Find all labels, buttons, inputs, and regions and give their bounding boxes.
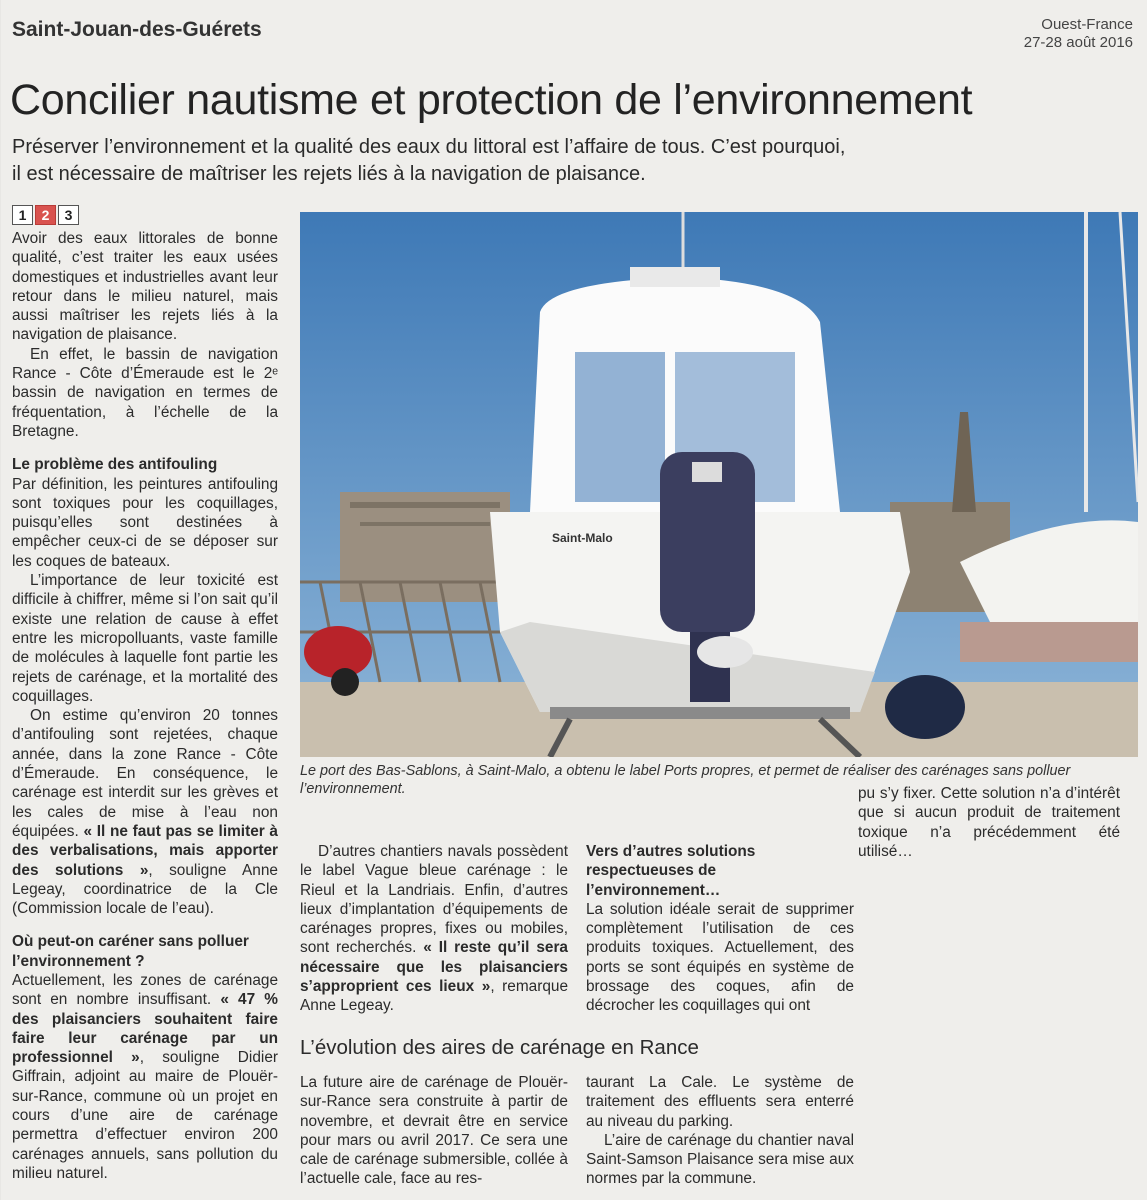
headline: Concilier nautisme et protection de l’environnement <box>10 76 973 124</box>
subheading-other-solutions: Vers d’autres solutions respectueuses de l’environnement… <box>586 843 756 899</box>
series-part-2-current: 2 <box>35 205 56 225</box>
source-info <box>1024 16 1133 52</box>
col1-p5-quote: « Il ne faut pas se limiter à des verbalisations, mais apporter des solutions » <box>12 822 278 879</box>
col1-paragraph-2: En effet, le bassin de navigation Rance - Côte d’Émeraude est le 2ᵉ bassin de navigation en termes de fréquentation, à l’échelle de la Bretagne. <box>12 345 278 440</box>
publication-date: 27-28 août 2016 <box>1023 34 1133 51</box>
col1-p6-text-c: , souligne Didier Giffrain, adjoint au maire de Plouër-sur-Rance, commune où un projet en cours d’une aire de carénage permettra d’effectuer environ 200 carénages annuels, sans pollution du milieu naturel. <box>12 1049 279 1182</box>
locality-header: Saint-Jouan-des-Guérets <box>12 18 262 41</box>
series-indicator <box>12 205 81 225</box>
lead-paragraph <box>12 134 1112 188</box>
col3-paragraph-1: La solution idéale serait de supprimer complètement l’utilisation de ces produits toxiques. Actuellement, des ports se sont équipés en système de brossage des coques, afin de décrocher les coquillages qui ont <box>586 900 854 1015</box>
col1-paragraph-4: L’importance de leur toxicité est difficile à chiffrer, même si l’on sait qu’il existe une relation de cause à effet entre les micropolluants, vaste famille de molécules à laquelle font partie les rejets de carénage, et la mortalité des coquillages. <box>12 572 278 705</box>
col1-p6-text-a: Actuellement, les zones de carénage sont en nombre insuffisant. <box>12 971 278 1009</box>
column-3 <box>586 842 854 1016</box>
col2-paragraph-1 <box>300 842 568 1016</box>
lead-line-2: il est nécessaire de maîtriser les rejets liés à la navigation de plaisance. <box>12 163 646 185</box>
series-part-3: 3 <box>58 205 79 225</box>
section2-right-paragraph-1: taurant La Cale. Le système de traitement des effluents sera enterré au niveau du parking. <box>586 1074 854 1130</box>
newspaper-name: Ouest-France <box>1041 16 1133 33</box>
column-1 <box>12 229 278 1183</box>
section2-left-paragraph: La future aire de carénage de Plouër-sur-Rance sera construite à partir de novembre, et devrait être en service pour mars ou avril 2017. Ce sera une cale de carénage submersible, collée à l’actuelle cale, face au res- <box>300 1074 568 1188</box>
column-4 <box>858 784 1120 861</box>
subheading-antifouling: Le problème des antifouling <box>12 456 218 474</box>
harbor-photo <box>300 212 1138 757</box>
boat-name-label: Saint-Malo <box>552 531 613 545</box>
section2-right-paragraph-2: L’aire de carénage du chantier naval Saint-Samson Plaisance sera mise aux normes par la commune. <box>586 1131 854 1188</box>
col2-p1-quote: « Il reste qu’il sera nécessaire que les plaisanciers s’approprient ces lieux » <box>300 939 568 996</box>
series-part-1: 1 <box>12 205 33 225</box>
boat-on-trailer-illustration <box>300 212 1138 757</box>
col2-p1-text-a: D’autres chantiers navals possèdent le label Vague bleue carénage : le Rieul et la Landriais. Enfin, d’autres lieux d’implantation d’équipements de carénages propres, fixes ou mobiles, sont recherchés. <box>300 843 568 957</box>
photo-caption: Le port des Bas-Sablons, à Saint-Malo, a obtenu le label Ports propres, et permet de réaliser des carénages sans polluer l’environnement. <box>300 763 1071 797</box>
subheading-where-to-careen: Où peut-on caréner sans polluer l’environnement ? <box>12 933 249 970</box>
section-title-careening-areas: L’évolution des aires de carénage en Rance <box>300 1036 699 1059</box>
col1-p6-quote: « 47 % des plaisanciers souhaitent faire faire leur carénage par un professionnel » <box>12 991 278 1067</box>
section2-left-column <box>300 1073 568 1189</box>
col1-p5-text-a: On estime qu’environ 20 tonnes d’antifouling sont rejetées, chaque année, dans la zone Rance - Côte d’Émeraude. En conséquence, le carénage est interdit sur les grèves et les cales de mise à l’eau non équipées. <box>12 707 278 840</box>
col1-paragraph-3: Par définition, les peintures antifouling sont toxiques pour les coquillages, puisqu’elles sont destinées à empêcher ceux-ci de se déposer sur les coques de bateaux. <box>12 475 278 570</box>
col2-p1-text-c: , remarque Anne Legeay. <box>300 978 569 1015</box>
col1-paragraph-5 <box>12 706 278 918</box>
section2-right-column <box>586 1073 854 1189</box>
col1-paragraph-6 <box>12 971 278 1183</box>
col1-paragraph-1: Avoir des eaux littorales de bonne qualité, c’est traiter les eaux usées domestiques et industrielles avant leur retour dans le milieu naturel, mais aussi maîtriser les rejets liés à la navigation de plaisance. <box>12 230 278 344</box>
col4-paragraph-1: pu s’y fixer. Cette solution n’a d’intérêt que si aucun produit de traitement toxique n’a précédemment été utilisé… <box>858 785 1120 860</box>
col1-p5-text-c: , souligne Anne Legeay, coordinatrice de la Cle (Commission locale de l’eau). <box>12 861 278 918</box>
column-2 <box>300 842 568 1016</box>
lead-line-1: Préserver l’environnement et la qualité des eaux du littoral est l’affaire de tous. C’est pourquoi, <box>12 136 846 158</box>
